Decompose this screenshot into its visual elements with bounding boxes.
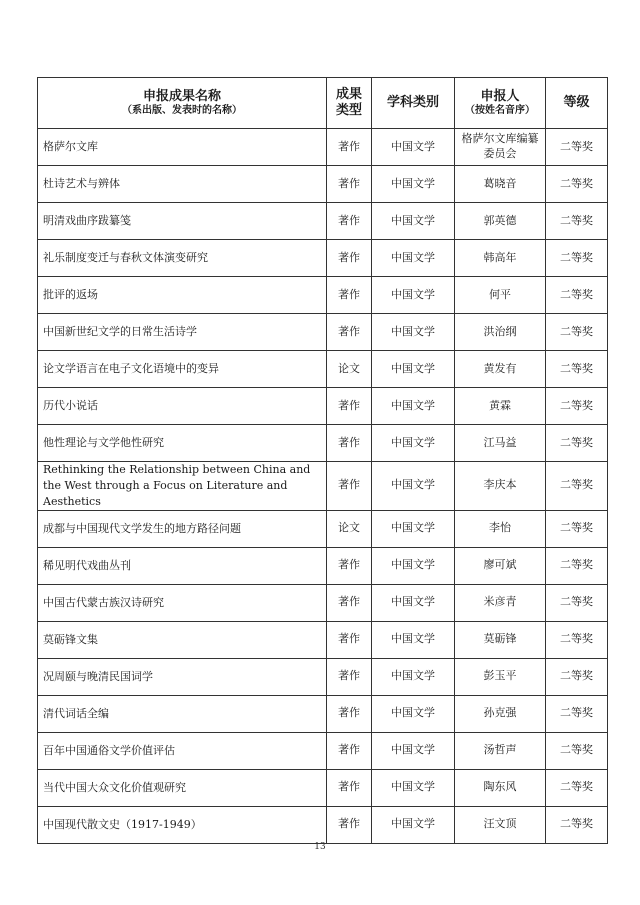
- grade-cell: 二等奖: [546, 510, 608, 547]
- table-row: [38, 584, 608, 621]
- header-applicant-sub: （按姓名音序）: [465, 104, 535, 116]
- grade-cell: 二等奖: [546, 166, 608, 203]
- awards-table: [37, 77, 608, 844]
- applicant-cell: 孙克强: [455, 695, 546, 732]
- subject-cell: 中国文学: [372, 806, 455, 843]
- grade-cell: 二等奖: [546, 351, 608, 388]
- table-row: [38, 806, 608, 843]
- table-row: [38, 547, 608, 584]
- grade-cell: 二等奖: [546, 658, 608, 695]
- table-row: [38, 621, 608, 658]
- applicant-cell: 洪治纲: [455, 314, 546, 351]
- title-cell: 当代中国大众文化价值观研究: [38, 769, 327, 806]
- applicant-cell: 何平: [455, 277, 546, 314]
- subject-cell: 中国文学: [372, 732, 455, 769]
- grade-cell: 二等奖: [546, 129, 608, 166]
- table-row: [38, 695, 608, 732]
- type-cell: 著作: [327, 129, 372, 166]
- subject-cell: 中国文学: [372, 510, 455, 547]
- table-row: [38, 658, 608, 695]
- applicant-cell: 江马益: [455, 425, 546, 462]
- title-cell: 稀见明代戏曲丛刊: [38, 547, 327, 584]
- title-cell: 中国现代散文史（1917-1949）: [38, 806, 327, 843]
- type-cell: 著作: [327, 695, 372, 732]
- subject-cell: 中国文学: [372, 166, 455, 203]
- title-cell: 明清戏曲序跋纂笺: [38, 203, 327, 240]
- table-header-row: [38, 78, 608, 129]
- title-cell: 杜诗艺术与辨体: [38, 166, 327, 203]
- grade-cell: 二等奖: [546, 203, 608, 240]
- applicant-cell: 格萨尔文库编纂委员会: [455, 129, 546, 166]
- type-cell: 著作: [327, 314, 372, 351]
- table-row: [38, 129, 608, 166]
- type-cell: 著作: [327, 166, 372, 203]
- title-cell: Rethinking the Relationship between China and the West through a Focus on Literature and Aesthetics: [38, 462, 327, 511]
- grade-cell: 二等奖: [546, 806, 608, 843]
- type-cell: 著作: [327, 425, 372, 462]
- type-cell: 著作: [327, 658, 372, 695]
- subject-cell: 中国文学: [372, 621, 455, 658]
- table-row: [38, 732, 608, 769]
- title-cell: 况周颐与晚清民国词学: [38, 658, 327, 695]
- type-cell: 论文: [327, 351, 372, 388]
- header-grade-label: 等级: [563, 94, 590, 110]
- header-type-line2: 类型: [335, 103, 362, 118]
- title-cell: 批评的返场: [38, 277, 327, 314]
- type-cell: 著作: [327, 240, 372, 277]
- applicant-cell: 彭玉平: [455, 658, 546, 695]
- grade-cell: 二等奖: [546, 462, 608, 511]
- grade-cell: 二等奖: [546, 547, 608, 584]
- applicant-cell: 汪文顶: [455, 806, 546, 843]
- header-title-main: 申报成果名称: [142, 88, 221, 104]
- applicant-cell: 黄发有: [455, 351, 546, 388]
- subject-cell: 中国文学: [372, 547, 455, 584]
- subject-cell: 中国文学: [372, 425, 455, 462]
- subject-cell: 中国文学: [372, 351, 455, 388]
- title-cell: 中国古代蒙古族汉诗研究: [38, 584, 327, 621]
- grade-cell: 二等奖: [546, 732, 608, 769]
- subject-cell: 中国文学: [372, 314, 455, 351]
- type-cell: 著作: [327, 388, 372, 425]
- table-row: [38, 277, 608, 314]
- page-number: 13: [314, 842, 326, 852]
- table-row: [38, 462, 608, 511]
- grade-cell: 二等奖: [546, 621, 608, 658]
- header-applicant: [455, 78, 546, 129]
- header-subject: [372, 78, 455, 129]
- applicant-cell: 李庆本: [455, 462, 546, 511]
- table-row: [38, 314, 608, 351]
- subject-cell: 中国文学: [372, 277, 455, 314]
- subject-cell: 中国文学: [372, 695, 455, 732]
- applicant-cell: 李怡: [455, 510, 546, 547]
- subject-cell: 中国文学: [372, 769, 455, 806]
- table-row: [38, 388, 608, 425]
- header-type: [327, 78, 372, 129]
- subject-cell: 中国文学: [372, 129, 455, 166]
- type-cell: 论文: [327, 510, 372, 547]
- title-cell: 论文学语言在电子文化语境中的变异: [38, 351, 327, 388]
- grade-cell: 二等奖: [546, 240, 608, 277]
- applicant-cell: 葛晓音: [455, 166, 546, 203]
- grade-cell: 二等奖: [546, 388, 608, 425]
- subject-cell: 中国文学: [372, 240, 455, 277]
- type-cell: 著作: [327, 584, 372, 621]
- type-cell: 著作: [327, 462, 372, 511]
- applicant-cell: 韩高年: [455, 240, 546, 277]
- table-row: [38, 240, 608, 277]
- table-row: [38, 351, 608, 388]
- applicant-cell: 郭英德: [455, 203, 546, 240]
- title-cell: 礼乐制度变迁与春秋文体演变研究: [38, 240, 327, 277]
- grade-cell: 二等奖: [546, 277, 608, 314]
- table-row: [38, 510, 608, 547]
- title-cell: 历代小说话: [38, 388, 327, 425]
- subject-cell: 中国文学: [372, 462, 455, 511]
- type-cell: 著作: [327, 806, 372, 843]
- title-cell: 清代词话全编: [38, 695, 327, 732]
- grade-cell: 二等奖: [546, 584, 608, 621]
- title-cell: 成都与中国现代文学发生的地方路径问题: [38, 510, 327, 547]
- header-grade: [546, 78, 608, 129]
- subject-cell: 中国文学: [372, 203, 455, 240]
- title-cell: 中国新世纪文学的日常生活诗学: [38, 314, 327, 351]
- table-row: [38, 166, 608, 203]
- applicant-cell: 廖可斌: [455, 547, 546, 584]
- title-cell: 百年中国通俗文学价值评估: [38, 732, 327, 769]
- type-cell: 著作: [327, 277, 372, 314]
- header-type-line1: 成果: [335, 86, 362, 102]
- applicant-cell: 莫砺锋: [455, 621, 546, 658]
- grade-cell: 二等奖: [546, 425, 608, 462]
- header-applicant-main: 申报人: [480, 88, 520, 104]
- table-row: [38, 203, 608, 240]
- subject-cell: 中国文学: [372, 388, 455, 425]
- subject-cell: 中国文学: [372, 658, 455, 695]
- table-row: [38, 425, 608, 462]
- type-cell: 著作: [327, 732, 372, 769]
- grade-cell: 二等奖: [546, 314, 608, 351]
- title-cell: 格萨尔文库: [38, 129, 327, 166]
- title-cell: 他性理论与文学他性研究: [38, 425, 327, 462]
- type-cell: 著作: [327, 621, 372, 658]
- table-row: [38, 769, 608, 806]
- grade-cell: 二等奖: [546, 695, 608, 732]
- grade-cell: 二等奖: [546, 769, 608, 806]
- type-cell: 著作: [327, 769, 372, 806]
- type-cell: 著作: [327, 547, 372, 584]
- table-body: [38, 129, 608, 844]
- header-title-sub: （系出版、发表时的名称）: [122, 104, 242, 116]
- type-cell: 著作: [327, 203, 372, 240]
- title-cell: 莫砺锋文集: [38, 621, 327, 658]
- header-subject-label: 学科类别: [386, 94, 439, 110]
- applicant-cell: 黄霖: [455, 388, 546, 425]
- applicant-cell: 米彦青: [455, 584, 546, 621]
- subject-cell: 中国文学: [372, 584, 455, 621]
- applicant-cell: 汤哲声: [455, 732, 546, 769]
- applicant-cell: 陶东风: [455, 769, 546, 806]
- header-title: [38, 78, 327, 129]
